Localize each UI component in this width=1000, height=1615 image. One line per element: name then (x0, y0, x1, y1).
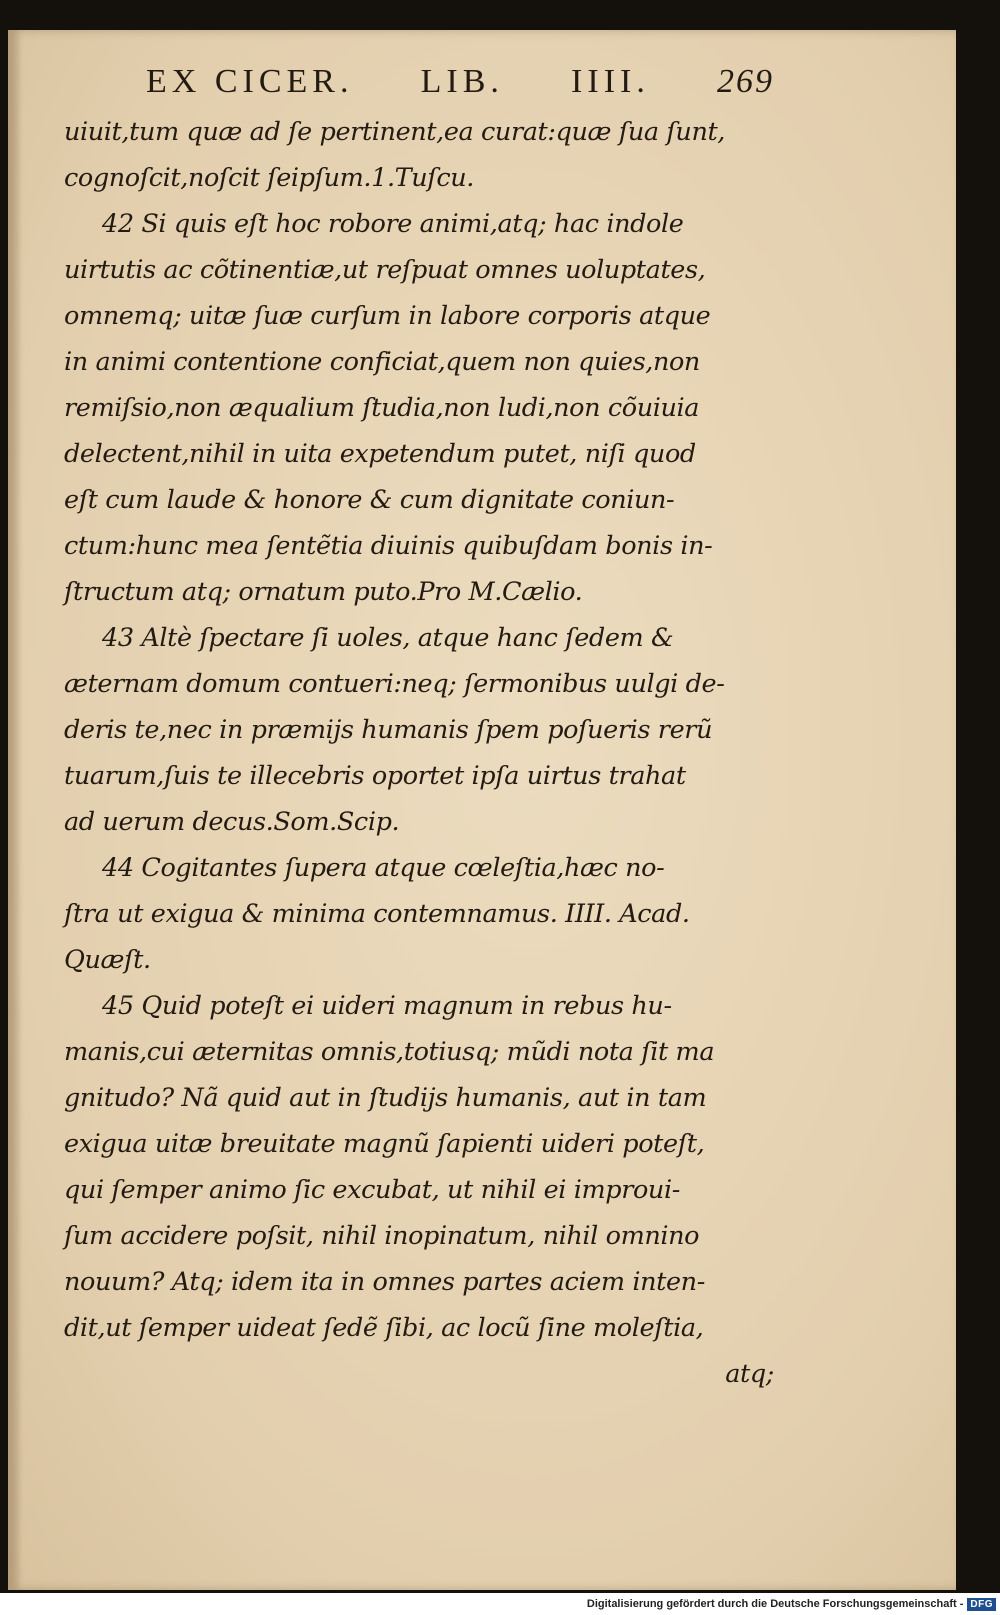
text-line: uirtutis ac cõtinentiæ,ut reſpuat omnes uoluptates, (64, 255, 706, 285)
text-line: manis,cui æternitas omnis,totiusq; mũdi nota ſit ma (64, 1037, 715, 1067)
text-line: qui ſemper animo ſic excubat, ut nihil ei improui- (64, 1175, 680, 1205)
running-header (64, 63, 774, 109)
dfg-logo: DFG (967, 1598, 996, 1611)
book-number: IIII. (571, 63, 650, 100)
digitization-footer (0, 1593, 1000, 1615)
text-line: æternam domum contueri:neq; ſermonibus uulgi de- (64, 669, 725, 699)
text-line: in animi contentione conficiat,quem non quies,non (64, 347, 700, 377)
text-line: nouum? Atq; idem ita in omnes partes aciem inten- (64, 1267, 705, 1297)
text-line: 42 Si quis eſt hoc robore animi,atq; hac indole (102, 209, 684, 239)
text-line: tuarum,ſuis te illecebris oportet ipſa uirtus trahat (64, 761, 686, 791)
footer-credit: Digitalisierung gefördert durch die Deutsche Forschungsgemeinschaft - (586, 1598, 964, 1610)
catchword: atq; (725, 1359, 774, 1389)
text-line: ctum:hunc mea ſentẽtia diuinis quibuſdam bonis in- (64, 531, 713, 561)
text-line: gnitudo? Nã quid aut in ſtudijs humanis, aut in tam (64, 1083, 707, 1113)
page-number: 269 (717, 63, 774, 100)
running-title: EX CICER. (146, 63, 354, 100)
page-text-block (64, 63, 774, 1397)
book-page (8, 30, 956, 1590)
text-line: cognoſcit,noſcit ſeipſum.1.Tuſcu. (64, 163, 474, 193)
text-line: exigua uitæ breuitate magnũ ſapienti uideri poteſt, (64, 1129, 705, 1159)
text-line: deris te,nec in præmijs humanis ſpem poſueris rerũ (64, 715, 713, 745)
text-line: 43 Altè ſpectare ſi uoles, atque hanc ſedem & (102, 623, 674, 653)
text-line: uiuit,tum quæ ad ſe pertinent,ea curat:quæ ſua ſunt, (64, 117, 726, 147)
text-line: ſtra ut exigua & minima contemnamus. IIII. Acad. (64, 899, 690, 929)
page-gutter-shadow (8, 30, 22, 1590)
text-line: dit,ut ſemper uideat ſedẽ ſibi, ac locũ ſine moleſtia, (64, 1313, 704, 1343)
text-line: 45 Quid poteſt ei uideri magnum in rebus hu- (102, 991, 672, 1021)
text-line: ad uerum decus.Som.Scip. (64, 807, 400, 837)
text-line: ſtructum atq; ornatum puto.Pro M.Cælio. (64, 577, 583, 607)
text-line: omnemq; uitæ ſuæ curſum in labore corporis atque (64, 301, 711, 331)
text-line: remiſsio,non æqualium ſtudia,non ludi,non cõuiuia (64, 393, 700, 423)
text-line: ſum accidere poſsit, nihil inopinatum, nihil omnino (64, 1221, 700, 1251)
text-line: eſt cum laude & honore & cum dignitate coniun- (64, 485, 675, 515)
text-line: 44 Cogitantes ſupera atque cœleſtia,hæc no- (102, 853, 665, 883)
book-label: LIB. (420, 63, 504, 100)
text-line: Quæſt. (64, 945, 151, 975)
text-line: delectent,nihil in uita expetendum putet, niſi quod (64, 439, 696, 469)
body-text (64, 109, 774, 1351)
